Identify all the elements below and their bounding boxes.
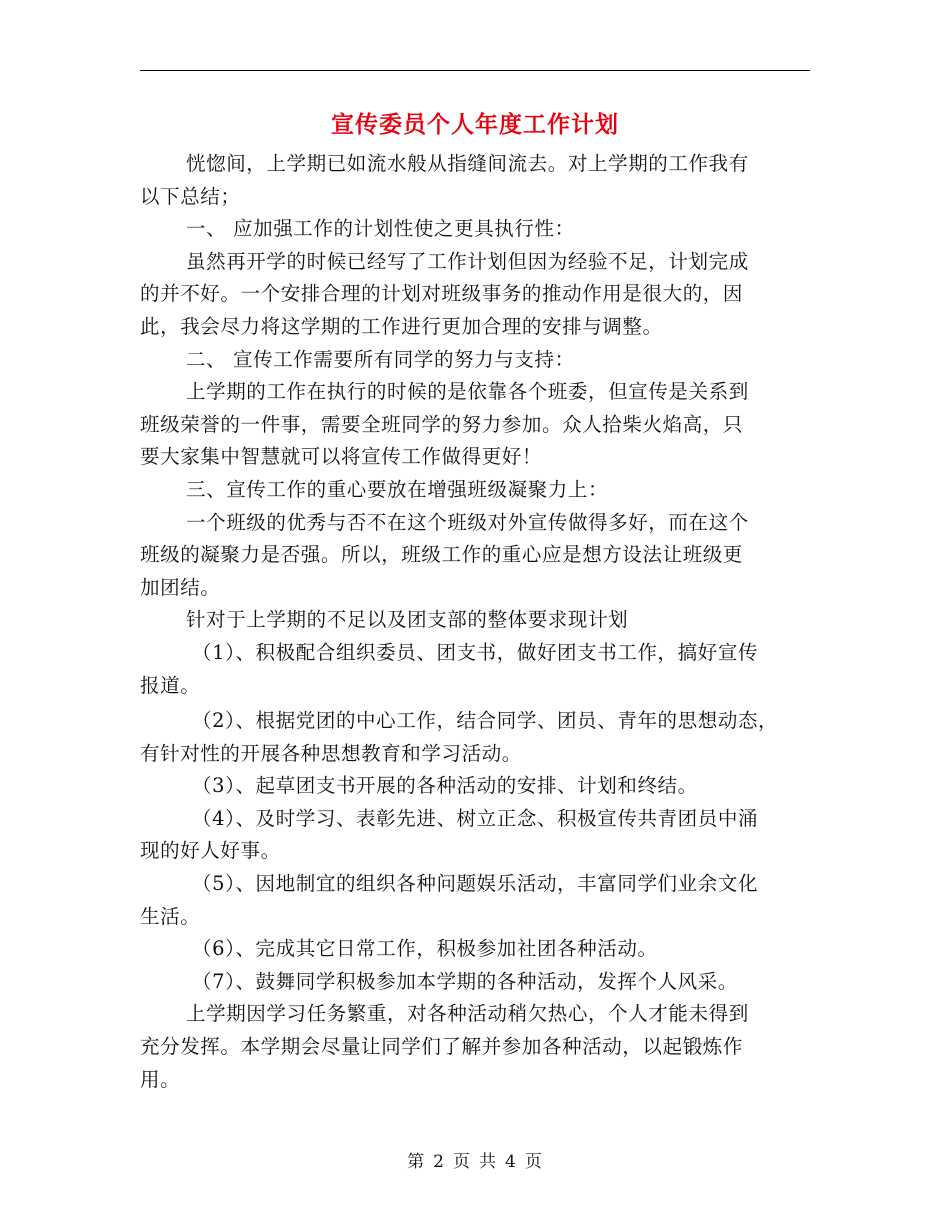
paragraph-line: 虽然再开学的时候已经写了工作计划但因为经验不足，计划完成	[186, 249, 749, 273]
plan-item-4: （4）、及时学习、表彰先进、树立正念、积极宣传共青团员中涌	[192, 806, 759, 830]
plan-item-1: （1）、积极配合组织委员、团支书，做好团支书工作，搞好宣传	[192, 640, 759, 664]
plan-item-2: （2）、根据党团的中心工作，结合同学、团员、青年的思想动态，	[192, 709, 779, 733]
paragraph-line: 上学期的工作在执行的时候的是依靠各个班委，但宣传是关系到	[186, 380, 749, 404]
plan-item-continuation: 现的好人好事。	[140, 839, 281, 863]
footer-total-pages: 4	[505, 1152, 517, 1172]
paragraph-line: 以下总结；	[140, 184, 241, 208]
footer-suffix: 页	[524, 1152, 543, 1172]
section-heading-1: 一、 应加强工作的计划性使之更具执行性：	[186, 217, 575, 241]
paragraph-line: 此，我会尽力将这学期的工作进行更加合理的安排与调整。	[140, 314, 663, 338]
paragraph-line: 一个班级的优秀与否不在这个班级对外宣传做得多好，而在这个	[186, 510, 749, 534]
page-footer	[140, 1147, 810, 1172]
plan-item-continuation: 报道。	[140, 673, 201, 697]
footer-page-word: 页	[453, 1152, 471, 1172]
paragraph-line: 上学期因学习任务繁重，对各种活动稍欠热心，个人才能未得到	[186, 1002, 749, 1026]
header-rule	[140, 70, 810, 71]
paragraph-line: 加团结。	[140, 575, 221, 599]
paragraph-line: 用。	[140, 1067, 181, 1091]
document-body	[140, 148, 810, 1096]
paragraph-line: 班级的凝聚力是否强。所以，班级工作的重心应是想方设法让班级更	[140, 543, 744, 567]
plan-item-6: （6）、完成其它日常工作，积极参加社团各种活动。	[192, 937, 658, 961]
paragraph-line: 恍惚间，上学期已如流水般从指缝间流去。对上学期的工作我有	[186, 152, 749, 175]
paragraph-line: 要大家集中智慧就可以将宣传工作做得更好！	[140, 445, 543, 469]
paragraph-line: 的并不好。一个安排合理的计划对班级事务的推动作用是很大的，因	[140, 282, 744, 306]
footer-total-word: 共	[479, 1152, 497, 1172]
document-title: 宣传委员个人年度工作计划	[331, 111, 619, 138]
paragraph-line: 充分发挥。本学期会尽量让同学们了解并参加各种活动，以起锻炼作	[140, 1035, 744, 1059]
plan-item-5: （5）、因地制宜的组织各种问题娱乐活动，丰富同学们业余文化	[192, 872, 759, 896]
plan-item-7: （7）、鼓舞同学积极参加本学期的各种活动，发挥个人风采。	[192, 969, 738, 993]
plan-item-continuation: 生活。	[140, 904, 201, 928]
section-heading-2: 二、 宣传工作需要所有同学的努力与支持：	[186, 347, 575, 371]
plan-item-continuation: 有针对性的开展各种思想教育和学习活动。	[140, 741, 522, 765]
plan-intro-line: 针对于上学期的不足以及团支部的整体要求现计划	[186, 608, 629, 632]
footer-current-page: 2	[433, 1152, 445, 1172]
section-heading-3: 三、宣传工作的重心要放在增强班级凝聚力上：	[186, 477, 609, 501]
paragraph-line: 班级荣誉的一件事，需要全班同学的努力参加。众人拾柴火焰高，只	[140, 412, 744, 436]
plan-item-3: （3）、起草团支书开展的各种活动的安排、计划和终结。	[192, 774, 698, 798]
footer-prefix: 第	[407, 1152, 426, 1172]
